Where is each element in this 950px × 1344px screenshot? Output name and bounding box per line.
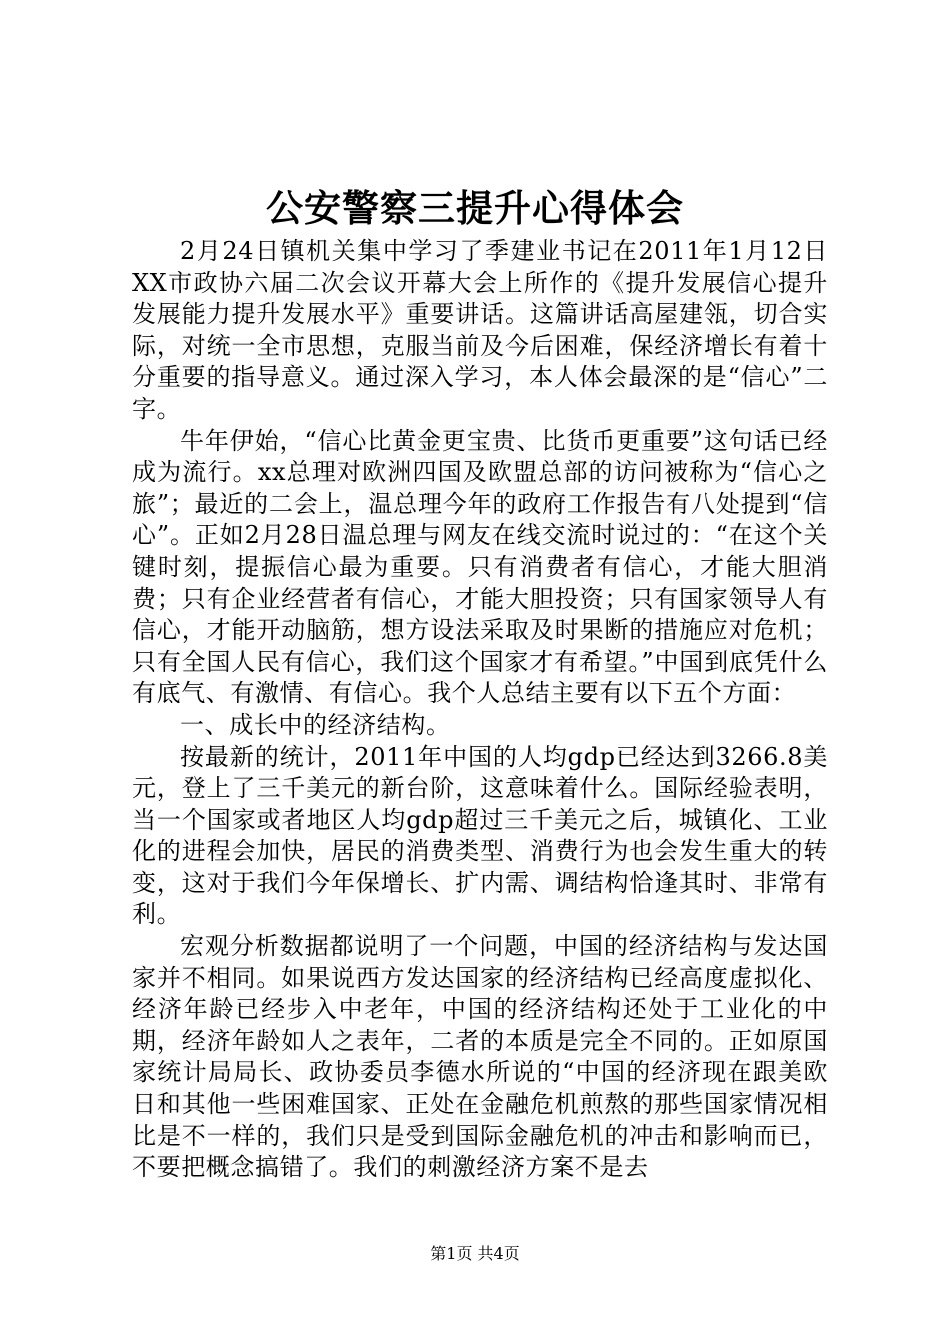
- paragraph-2: 牛年伊始，“信心比黄金更宝贵、比货币更重要”这句话已经成为流行。xx总理对欧洲四国及欧盟总部的访问被称为“信心之旅”；最近的二会上，温总理今年的政府工作报告有八处提到“信心”。正如2月28日温总理与网友在线交流时说过的：“在这个关键时刻，提振信心最为重要。只有消费者有信心，才能大胆消费；只有企业经营者有信心，才能大胆投资；只有国家领导人有信心，才能开动脑筋，想方设法采取及时果断的措施应对危机；只有全国人民有信心，我们这个国家才有希望。”中国到底凭什么有底气、有激情、有信心。我个人总结主要有以下五个方面：: [132, 426, 828, 708]
- paragraph-4: 宏观分析数据都说明了一个问题，中国的经济结构与发达国家并不相同。如果说西方发达国家的经济结构已经高度虚拟化、经济年龄已经步入中老年，中国的经济结构还处于工业化的中期，经济年龄如人之表年，二者的本质是完全不同的。正如原国家统计局局长、政协委员李德水所说的“中国的经济现在跟美欧日和其他一些困难国家、正处在金融危机煎熬的那些国家情况相比是不一样的，我们只是受到国际金融危机的冲击和影响而已，不要把概念搞错了。我们的刺激经济方案不是去: [132, 932, 828, 1182]
- paragraph-1: 2月24日镇机关集中学习了季建业书记在2011年1月12日XX市政协六届二次会议开幕大会上所作的《提升发展信心提升发展能力提升发展水平》重要讲话。这篇讲话高屋建瓴，切合实际，对统一全市思想，克服当前及今后困难，保经济增长有着十分重要的指导意义。通过深入学习，本人体会最深的是“信心”二字。: [132, 237, 828, 423]
- section-heading-1: 一、成长中的经济结构。: [180, 710, 451, 739]
- document-title: 公安警察三提升心得体会: [266, 186, 684, 230]
- paragraph-3: 按最新的统计，2011年中国的人均gdp已经达到3266.8美元，登上了三千美元的新台阶，这意味着什么。国际经验表明，当一个国家或者地区人均gdp超过三千美元之后，城镇化、工业化的进程会加快，居民的消费类型、消费行为也会发生重大的转变，这对于我们今年保增长、扩内需、调结构恰逢其时、非常有利。: [132, 742, 828, 929]
- page-footer: 第1页 共4页: [430, 1244, 520, 1263]
- document-body: [132, 236, 828, 1184]
